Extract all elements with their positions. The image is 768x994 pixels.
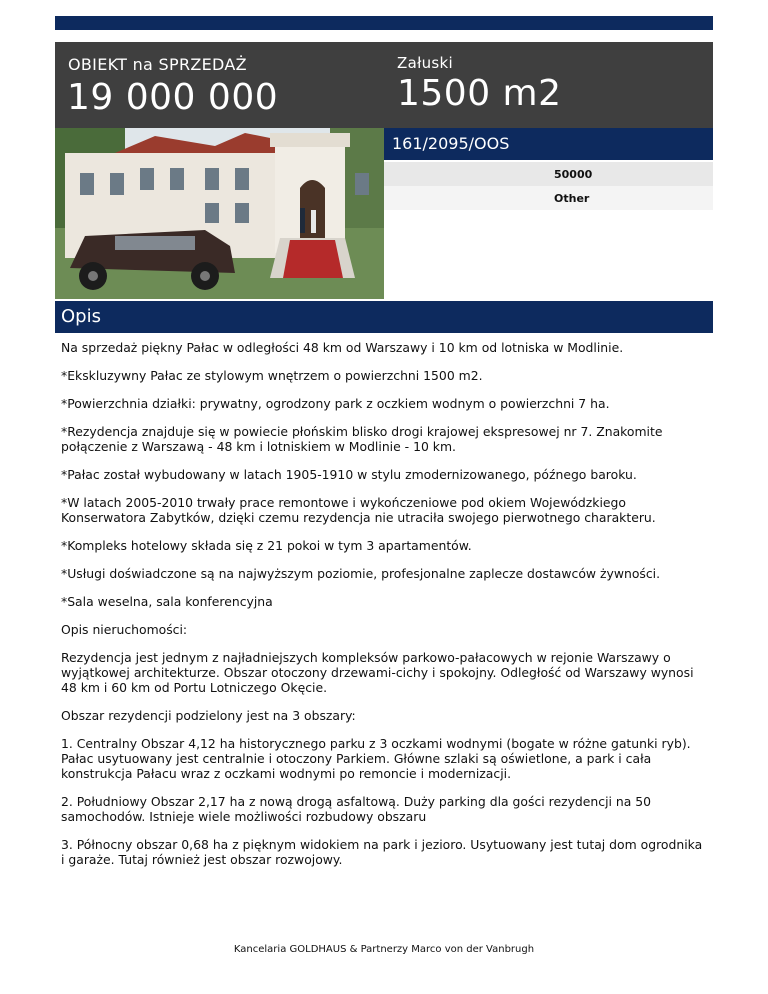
section-title: Opis (61, 306, 101, 327)
palace-illustration (55, 128, 384, 299)
detail-value: 50000 (554, 168, 593, 181)
sale-label: OBIEKT na SPRZEDAŻ (68, 55, 247, 74)
description-section-header (55, 301, 713, 333)
paragraph: 3. Północny obszar 0,68 ha z pięknym widokiem na park i jezioro. Usytuowany jest tutaj dom ogrodnika i garaże. Tutaj również jest obszar rozwojowy. (61, 837, 703, 867)
paragraph: *Ekskluzywny Pałac ze stylowym wnętrzem o powierzchni 1500 m2. (61, 368, 483, 383)
paragraph: *Powierzchnia działki: prywatny, ogrodzony park z oczkiem wodnym o powierzchni 7 ha. (61, 396, 610, 411)
reference-number: 161/2095/OOS (392, 134, 510, 153)
paragraph: *Kompleks hotelowy składa się z 21 pokoi w tym 3 apartamentów. (61, 538, 472, 553)
paragraph: Na sprzedaż piękny Pałac w odległości 48 km od Warszawy i 10 km od lotniska w Modlinie. (61, 340, 624, 355)
paragraph: *Rezydencja znajduje się w powiecie płońskim blisko drogi krajowej ekspresowej nr 7. Znakomite połączenie z Warszawą - 48 km i lotniskiem w Modlinie - 10 km. (61, 424, 663, 454)
paragraph: *Usługi doświadczone są na najwyższym poziomie, profesjonalne zaplecze dostawców żywności. (61, 566, 661, 581)
detail-value: Other (554, 192, 590, 205)
listing-header (55, 42, 713, 128)
detail-row (384, 162, 713, 186)
detail-row (384, 186, 713, 210)
location-label: Załuski (397, 54, 454, 72)
price-block (55, 42, 385, 128)
palace-photo (55, 128, 384, 299)
area-value: 1500 m2 (397, 73, 562, 114)
paragraph: *Pałac został wybudowany w latach 1905-1910 w stylu zmodernizowanego, późnego baroku. (61, 467, 637, 482)
paragraph: 2. Południowy Obszar 2,17 ha z nową drogą asfaltową. Duży parking dla gości rezydencji na 50 samochodów. Istnieje wiele możliwości rozbudowy obszaru (61, 794, 652, 824)
description-body (61, 340, 709, 880)
paragraph: *Sala weselna, sala konferencyjna (61, 594, 273, 609)
paragraph: Rezydencja jest jednym z najładniejszych kompleksów parkowo-pałacowych w rejonie Warszawy o wyjątkowej architekturze. Obszar otoczony drzewami-cichy i spokojny. Odległość od Warszawy wynosi 48 km i 60 km od Portu Lotniczego Okęcie. (61, 650, 694, 695)
footer-text: Kancelaria GOLDHAUS & Partnerzy Marco von der Vanbrugh (233, 944, 535, 955)
price-value: 19 000 000 (67, 77, 279, 118)
location-block (385, 42, 713, 128)
paragraph: 1. Centralny Obszar 4,12 ha historycznego parku z 3 oczkami wodnymi (bogate w różne gatunki ryb). Pałac usytuowany jest centralnie i otoczony Parkiem. Główne szlaki są oświetlone, a park i cała konstrukcja Pałacu wraz z oczkami wodnymi po remoncie i modernizacji. (61, 736, 691, 781)
top-accent-bar (55, 16, 713, 30)
paragraph: Obszar rezydencji podzielony jest na 3 obszary: (61, 708, 356, 723)
reference-bar (384, 128, 713, 160)
paragraph: *W latach 2005-2010 trwały prace remontowe i wykończeniowe pod okiem Wojewódzkiego Konserwatora Zabytków, dzięki czemu rezydencja nie utraciła swojego pierwotnego charakteru. (61, 495, 656, 525)
paragraph: Opis nieruchomości: (61, 622, 188, 637)
